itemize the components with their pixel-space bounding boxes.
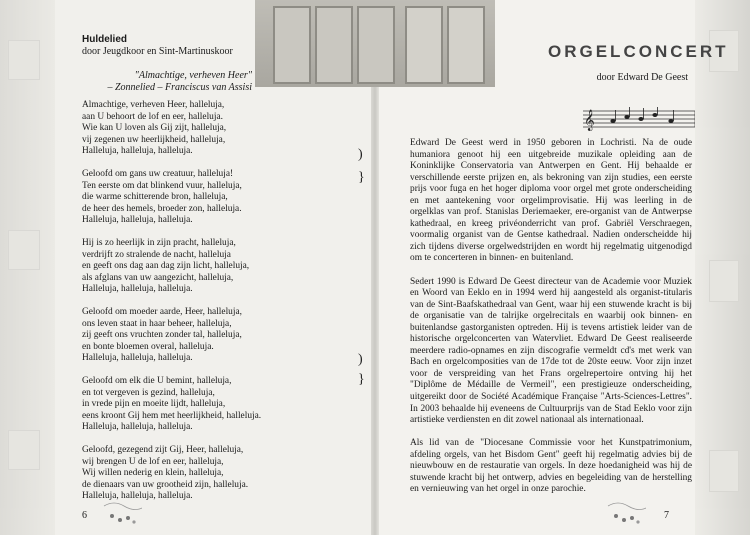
quote-line: – Zonnelied – Franciscus van Assisi <box>107 82 252 93</box>
lyric-line: Geloofd om moeder aarde, Heer, halleluja, <box>82 307 242 317</box>
lyric-line: zij geeft ons vruchten zonder tal, halleluja, <box>82 330 242 340</box>
lyric-line: aan U behoort de lof en eer, halleluja. <box>82 111 223 122</box>
right-edge-photo <box>695 0 750 535</box>
lyric-line: wij brengen U de lof en eer, halleluja, <box>82 456 224 467</box>
lyric-line: en tot vergeven is gezind, halleluja, <box>82 387 215 398</box>
music-notes-ornament <box>606 498 646 526</box>
lyric-line: Halleluja, halleluja, halleluja. <box>82 215 193 225</box>
stanza <box>82 445 302 503</box>
lyric-line: die warme schitterende bron, halleluja, <box>82 192 228 202</box>
stanza <box>82 238 302 296</box>
lyric-line: Halleluja, halleluja, halleluja. <box>82 353 193 363</box>
lyric-line: vij zegenen uw heerlijkheid, halleluja, <box>82 134 226 145</box>
lyric-line: Halleluja, halleluja, halleluja. <box>82 491 193 501</box>
left-edge-photo <box>0 0 55 535</box>
lyric-line: Wij willen nederig en klein, halleluja, <box>82 468 224 478</box>
stanza <box>82 169 302 227</box>
lyric-line: Geloofd om elk die U bemint, halleluja, <box>82 376 232 386</box>
music-staff-ornament <box>583 107 695 131</box>
stanza <box>82 307 302 365</box>
lyric-line: Almachtige, verheven Heer, halleluja, <box>82 100 225 110</box>
song-subtitle: door Jeugdkoor en Sint-Martinuskoor <box>82 46 233 57</box>
lyric-line: en bonte bloemen overal, halleluja. <box>82 341 214 352</box>
section-byline: door Edward De Geest <box>596 72 688 83</box>
paragraph: Als lid van de "Diocesane Commissie voor het Kunstpatrimonium, afdeling orgels, van het Bisdom Gent" geeft hij regelmatig advies bij de nieuwbouw en de restauratie van orgels. In deze hoedanigheid was hij de stuwende kracht bij het ontwerp, advies en begeleiding van de herstelling en vernieuwing van het orgel in onze parochie. <box>410 438 692 495</box>
lyric-line: Geloofd, gezegend zijt Gij, Heer, halleluja, <box>82 445 244 455</box>
lyric-line: Halleluja, halleluja, halleluja. <box>82 422 193 432</box>
organ-photo <box>255 0 495 87</box>
quote-line: "Almachtige, verheven Heer" <box>134 70 252 81</box>
music-notes-ornament <box>102 498 142 526</box>
lyric-line: Ten eerste om dat blinkend vuur, halleluja, <box>82 180 242 191</box>
biography-text <box>410 138 692 507</box>
paragraph: Edward De Geest werd in 1950 geboren in Lochristi. Na de oude humaniora genoot hij een uitgebreide muzikale opleiding aan de Koninklijke Conservatoria van Antwerpen en Gent. Hij behaalde er verschillende eerste prijzen en, als bekroning van zijn studies, een eerste prijs voor fuga en het hoger diploma voor orgel met grote onderscheiding en met aantekening voor orgelimprovisatie. Hij was leerling in de orgelklas van prof. Stanislas Deriemaeker, ere-organist van de Antwerpse kathedraal, en kreeg privéonderricht van prof. Gabriël Verschraegen, voormalig organist van de Gentse kathedraal. Nadien onderscheidde hij zich tijdens diverse orgelwedstrijden en wordt hij regelmatig uitgenodigd om te concerteren in binnen- en buitenland. <box>410 138 692 264</box>
lyric-line: Halleluja, halleluja, halleluja. <box>82 284 193 294</box>
lyric-line: als afglans van uw aangezicht, halleluja, <box>82 272 234 283</box>
lyric-line: ons leven staat in haar beheer, halleluja, <box>82 318 232 329</box>
lyric-line: de heer des hemels, broeder zon, halleluja. <box>82 203 242 214</box>
bracket-mark: } <box>358 170 365 185</box>
svg-text:𝄞: 𝄞 <box>584 110 595 131</box>
lyric-line: in vrede pijn en moeite lijdt, halleluja, <box>82 399 226 409</box>
bracket-mark: ) <box>358 147 363 162</box>
lyric-line: verdrijft zo stralende de nacht, halleluja <box>82 249 231 260</box>
lyric-line: en geeft ons dag aan dag zijn licht, halleluja, <box>82 261 250 271</box>
lyric-line: de dienaars van uw grootheid zijn, halleluja. <box>82 479 249 490</box>
bracket-mark: } <box>358 372 365 387</box>
page-number-left: 6 <box>82 510 87 521</box>
stanza <box>82 376 302 434</box>
lyric-line: Halleluja, halleluja, halleluja. <box>82 146 193 156</box>
lyric-line: Geloofd om gans uw creatuur, halleluja! <box>82 169 234 179</box>
song-title: Huldelied <box>82 34 128 45</box>
song-quote <box>82 70 252 94</box>
section-heading: ORGELCONCERT <box>548 42 729 61</box>
paragraph: Sedert 1990 is Edward De Geest directeur van de Academie voor Muziek en Woord van Eeklo en in 1994 werd hij aangesteld als organist-titularis van de Sint-Baafskathedraal van Gent, waar hij een stuwende kracht is bij de organisatie van de talrijke orgelrecitals en waarbij ook binnen- en buitenlandse gastorganisten optreden. Hij is tevens artistiek leider van de historische orgelconcerten van Watervliet. Edward De Geest realiseerde meerdere radio-opnames en zijn discografie vermeldt cd's met werk van Bach en orgelcomposities van de 17de tot de 20ste eeuw. Voor zijn inzet voor de verspreiding van het Frans orgelrepertoire ontving hij het "Diplôme de Médaille de Vermeil", een prestigieuze onderscheiding, uitgereikt door de Société Académique Française "Arts-Sciences-Lettres". In 2003 behaalde hij eveneens de Cultuurprijs van de Stad Eeklo voor zijn artistieke verdiensten en dit zowel nationaal als internationaal. <box>410 276 692 426</box>
page-number-right: 7 <box>664 510 669 521</box>
lyric-line: Hij is zo heerlijk in zijn pracht, halleluja, <box>82 238 236 248</box>
lyric-line: eens kroont Gij hem met heerlijkheid, halleluja. <box>82 410 262 421</box>
song-stanzas <box>82 100 302 514</box>
lyric-line: Wie kan U loven als Gij zijt, halleluja, <box>82 123 227 133</box>
stanza <box>82 100 302 158</box>
bracket-mark: ) <box>358 352 363 367</box>
